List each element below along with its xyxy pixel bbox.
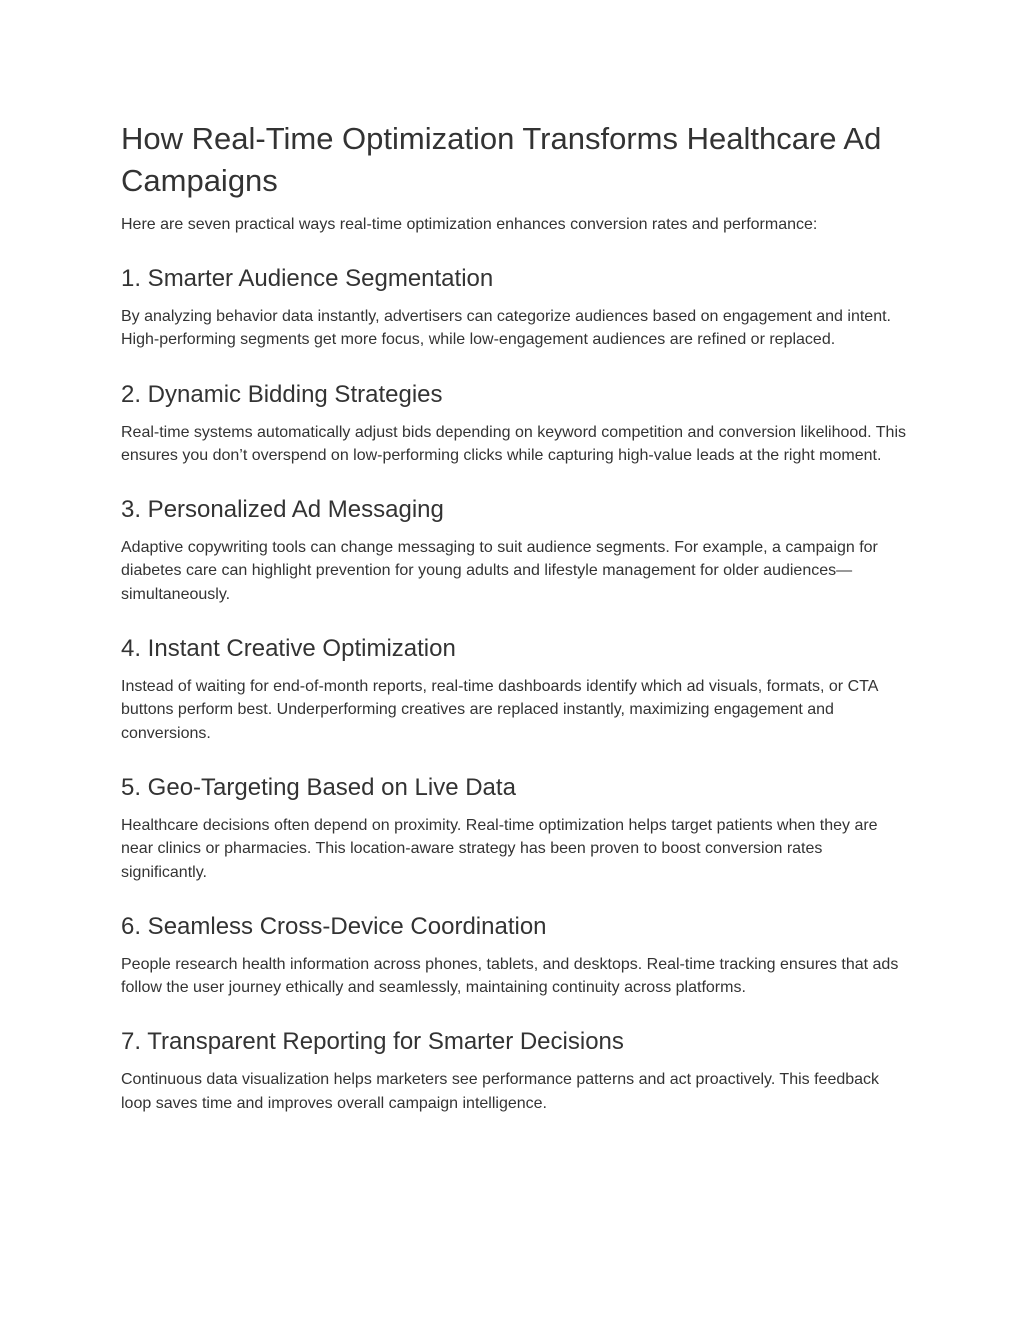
section-body: By analyzing behavior data instantly, advertisers can categorize audiences based on engagement and intent. High-performing segments get more focus, while low-engagement audiences are refined or replaced.	[121, 308, 891, 349]
section-transparent-reporting	[121, 1026, 911, 1115]
page-title: How Real-Time Optimization Transforms Healthcare Ad Campaigns	[121, 121, 882, 198]
section-cross-device	[121, 911, 911, 1000]
section-personalized-messaging	[121, 494, 911, 606]
section-body: Adaptive copywriting tools can change messaging to suit audience segments. For example, a campaign for diabetes care can highlight prevention for young adults and lifestyle management for older audiences—simultaneously.	[121, 539, 878, 603]
section-geo-targeting	[121, 772, 911, 884]
section-heading: 2. Dynamic Bidding Strategies	[121, 380, 443, 408]
section-heading: 3. Personalized Ad Messaging	[121, 496, 444, 524]
section-creative-optimization	[121, 633, 911, 745]
section-audience-segmentation	[121, 263, 911, 352]
section-body: Real-time systems automatically adjust bids depending on keyword competition and conversion likelihood. This ensures you don’t overspend on low-performing clicks while capturing high-value leads at the right moment.	[121, 423, 906, 464]
section-body: Healthcare decisions often depend on proximity. Real-time optimization helps target patients when they are near clinics or pharmacies. This location-aware strategy has been proven to boost conversion rates significantly.	[121, 816, 878, 881]
document-page	[121, 118, 911, 1115]
section-body: Continuous data visualization helps marketers see performance patterns and act proactively. This feedback loop saves time and improves overall campaign intelligence.	[121, 1071, 880, 1112]
section-heading: 7. Transparent Reporting for Smarter Decisions	[121, 1028, 624, 1056]
section-body: Instead of waiting for end-of-month reports, real-time dashboards identify which ad visuals, formats, or CTA buttons perform best. Underperforming creatives are replaced instantly, maximizing engagement and conversions.	[121, 678, 878, 742]
section-body: People research health information across phones, tablets, and desktops. Real-time tracking ensures that ads follow the user journey ethically and seamlessly, maintaining continuity across platforms.	[121, 955, 899, 997]
section-heading: 4. Instant Creative Optimization	[121, 635, 456, 663]
intro-paragraph: Here are seven practical ways real-time optimization enhances conversion rates and performance:	[121, 216, 818, 233]
section-heading: 6. Seamless Cross-Device Coordination	[121, 912, 547, 940]
section-dynamic-bidding	[121, 379, 911, 468]
section-heading: 1. Smarter Audience Segmentation	[121, 265, 494, 292]
section-heading: 5. Geo-Targeting Based on Live Data	[121, 773, 516, 801]
